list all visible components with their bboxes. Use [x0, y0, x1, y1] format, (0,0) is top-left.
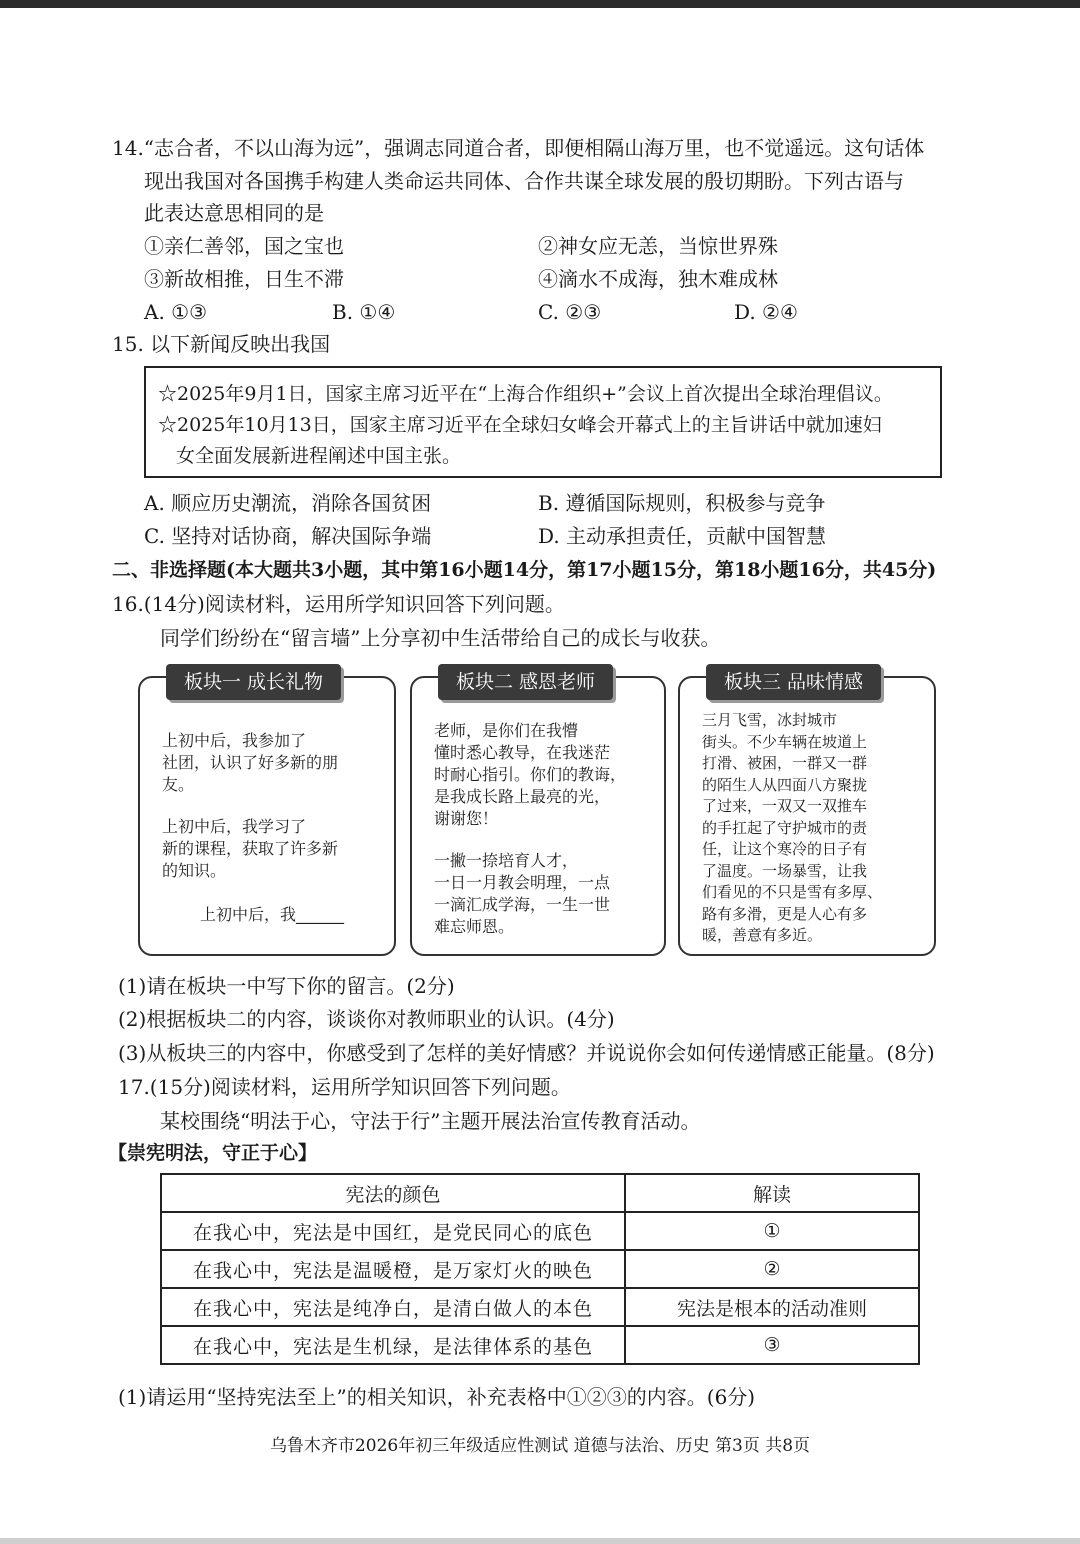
table-cell-color: 在我心中，宪法是中国红，是党民同心的底色	[161, 1212, 625, 1250]
scan-top-edge	[0, 0, 1080, 8]
q14-answer-c: C. ②③	[538, 300, 602, 324]
panel-1-message-3: 上初中后，我______	[200, 905, 345, 924]
panel-1-message-2: 上初中后，我学习了 新的课程，获取了许多新 的知识。	[162, 817, 339, 880]
table-cell-interpretation: ①	[625, 1212, 919, 1250]
q17-sub-1: (1)请运用“坚持宪法至上”的相关知识，补充表格中①②③的内容。(6分)	[118, 1385, 756, 1409]
panel-3-title: 板块三 品味情感	[706, 664, 881, 700]
panel-3-message: 三月飞雪，冰封城市 街头。不少车辆在坡道上 打滑、被困，一群又一群 的陌生人从四面八方聚拢 了过来，一双又一双推车 的手扛起了守护城市的责 任，让这个寒冷的日子有 了温度。一场暴雪，让我 们看见的不只是雪有多厚、 路有多滑，更是人心有多 暖，善意有多近。	[702, 711, 883, 944]
table-cell-color: 在我心中，宪法是温暖橙，是万家灯火的映色	[161, 1250, 625, 1288]
q15-news-1: ☆2025年9月1日，国家主席习近平在“上海合作组织+”会议上首次提出全球治理倡议。	[158, 383, 893, 405]
panel-1	[138, 671, 396, 956]
section2-heading: 二、非选择题(本大题共3小题，其中第16小题14分，第17小题15分，第18小题16分，共45分)	[112, 559, 937, 581]
panel-2	[410, 671, 666, 956]
q14-option-4: ④滴水不成海，独木难成林	[538, 267, 778, 291]
q14-answer-d: D. ②④	[734, 300, 798, 324]
q15-answer-a: A. 顺应历史潮流，消除各国贫困	[144, 491, 432, 515]
q14-answer-a: A. ①③	[144, 300, 208, 324]
q15-news-2b: 女全面发展新进程阐述中国主张。	[176, 445, 462, 467]
page-footer: 乌鲁木齐市2026年初三年级适应性测试 道德与法治、历史 第3页 共8页	[269, 1436, 811, 1456]
panel-2-message-2: 一撇一捺培育人才， 一日一月教会明理，一点 一滴汇成学海，一生一世 难忘师恩。	[434, 851, 611, 936]
panel-2-message-1: 老师，是你们在我懵 懂时悉心教导，在我迷茫 时耐心指引。你们的教诲， 是我成长路上最亮的光， 谢谢您！	[434, 721, 627, 828]
table-header-color: 宪法的颜色	[161, 1174, 625, 1212]
table-cell-interpretation: ③	[625, 1326, 919, 1364]
constitution-table	[160, 1173, 920, 1365]
q15-stem: 15. 以下新闻反映出我国	[112, 332, 331, 356]
q14-option-1: ①亲仁善邻，国之宝也	[144, 234, 344, 258]
table-cell-interpretation: 宪法是根本的活动准则	[625, 1288, 919, 1326]
table-header-interpretation: 解读	[625, 1174, 919, 1212]
table-cell-color: 在我心中，宪法是生机绿，是法律体系的基色	[161, 1326, 625, 1364]
q14-option-3: ③新故相推，日生不滞	[144, 267, 344, 291]
table-cell-interpretation: ②	[625, 1250, 919, 1288]
table-cell-color: 在我心中，宪法是纯净白，是清白做人的本色	[161, 1288, 625, 1326]
q16-sub-2: (2)根据板块二的内容，谈谈你对教师职业的认识。(4分)	[118, 1007, 615, 1031]
panel-2-title: 板块二 感恩老师	[438, 664, 613, 700]
q14-answer-b: B. ①④	[332, 300, 396, 324]
q17-intro: 某校围绕“明法于心，守法于行”主题开展法治宣传教育活动。	[160, 1109, 701, 1133]
scan-bottom-edge	[0, 1538, 1080, 1544]
q16-sub-3: (3)从板块三的内容中，你感受到了怎样的美好情感？并说说你会如何传递情感正能量。(8分)	[118, 1041, 935, 1065]
q17-subheading: 【崇宪明法，守正于心】	[108, 1142, 318, 1164]
q15-news-2a: ☆2025年10月13日，国家主席习近平在全球妇女峰会开幕式上的主旨讲话中就加速妇	[158, 414, 882, 436]
q16-stem: 16.(14分)阅读材料，运用所学知识回答下列问题。	[112, 592, 565, 616]
table-row	[161, 1288, 919, 1326]
q16-sub-1: (1)请在板块一中写下你的留言。(2分)	[118, 974, 455, 998]
table-row	[161, 1212, 919, 1250]
q14-line2: 现出我国对各国携手构建人类命运共同体、合作共谋全球发展的殷切期盼。下列古语与	[144, 169, 904, 193]
panel-3	[678, 671, 936, 956]
panel-1-message-1: 上初中后，我参加了 社团，认识了好多新的朋 友。	[162, 731, 339, 794]
table-header-row	[161, 1174, 919, 1212]
q16-intro: 同学们纷纷在“留言墙”上分享初中生活带给自己的成长与收获。	[160, 626, 721, 650]
q17-stem: 17.(15分)阅读材料，运用所学知识回答下列问题。	[118, 1075, 571, 1099]
q14-line1: 14.“志合者，不以山海为远”，强调志同道合者，即便相隔山海万里，也不觉遥远。这句话体	[112, 136, 925, 160]
q14-option-2: ②神女应无恙，当惊世界殊	[538, 234, 778, 258]
panel-1-title: 板块一 成长礼物	[166, 664, 341, 700]
q14-line3: 此表达意思相同的是	[144, 201, 324, 225]
table-row	[161, 1326, 919, 1364]
table-row	[161, 1250, 919, 1288]
q15-answer-d: D. 主动承担责任，贡献中国智慧	[538, 524, 827, 548]
q15-answer-c: C. 坚持对话协商，解决国际争端	[144, 524, 432, 548]
q15-answer-b: B. 遵循国际规则，积极参与竞争	[538, 491, 826, 515]
